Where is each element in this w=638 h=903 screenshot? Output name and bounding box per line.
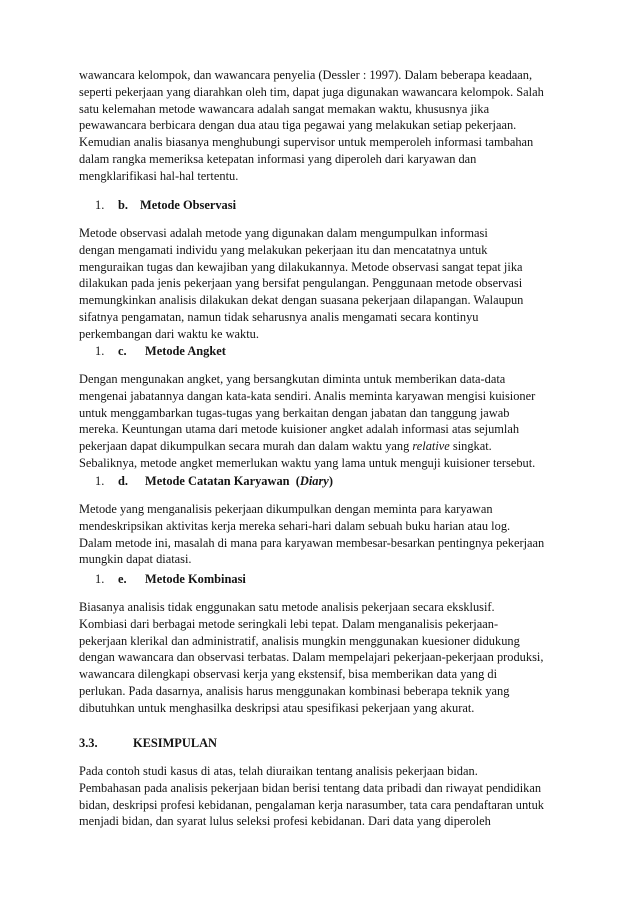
text-line: satu kelemahan metode wawancara adalah sangat memakan waktu, khususnya jika: [79, 101, 490, 116]
heading-number: 1.: [95, 572, 105, 586]
text-line: menjadi bidan, dan syarat lulus seleksi profesi kebidanan. Dari data yang diperoleh: [79, 814, 491, 829]
text-line: sifatnya pengamatan, namun tidak seharusnya analis mengamati secara kontinyu: [79, 309, 479, 324]
text-line: pewawancara berbicara dengan dua atau tiga pegawai yang melakukan setiap pekerjaan.: [79, 118, 517, 133]
text-line: Biasanya analisis tidak enggunakan satu metode analisis pekerjaan secara eksklusif.: [79, 600, 495, 614]
diary-paragraph: [79, 501, 579, 568]
kombinasi-paragraph: [79, 599, 579, 717]
text-line: wawancara kelompok, dan wawancara penyelia (Dessler : 1997). Dalam beberapa keadaan,: [79, 68, 533, 82]
text-line: wawancara dilengkapi observasi kerja yang ekstensif, bisa memberikan data yang di: [79, 667, 498, 682]
kesimpulan-paragraph: [79, 763, 579, 830]
text-line: seperti pekerjaan yang diarahkan oleh tim, dapat juga digunakan wawancara kelompok. Salah: [79, 84, 544, 99]
text-line: mungkin dapat diatasi.: [79, 552, 192, 567]
heading-title: Metode Kombinasi: [145, 572, 246, 586]
heading-title: Metode Observasi: [140, 198, 237, 212]
italic-word: relative: [412, 439, 450, 454]
paren-open: (: [295, 474, 300, 488]
text-line: mengklarifikasi hal-hal tertentu.: [79, 168, 239, 183]
heading-title: Metode Catatan Karyawan: [145, 474, 290, 488]
observasi-paragraph: [79, 225, 579, 343]
text-line: mereka. Keuntungan utama dari metode kuisioner angket adalah informasi atas sejumlah: [79, 422, 520, 437]
text-line: Metode yang menganalisis pekerjaan dikumpulkan dengan meminta para karyawan: [79, 502, 493, 516]
text-line: mendeskripsikan aktivitas kerja mereka sehari-hari dalam sebuah buku harian atau log.: [79, 518, 511, 533]
text-line: perkembangan dari waktu ke waktu.: [79, 326, 259, 341]
section-number: 3.3.: [79, 736, 98, 750]
text-line: mengenai jabatannya dangan kata-kata sendiri. Analis meminta karyawan mengisi kuisioner: [79, 388, 536, 403]
heading-letter: c.: [118, 344, 127, 358]
heading-title-group: [145, 473, 333, 490]
heading-letter: b.: [118, 198, 128, 212]
paren-close: ): [328, 474, 333, 488]
text-line: dalam rangka memeriksa ketepatan informasi yang diperoleh dari karyawan dan: [79, 151, 477, 166]
text-line: Metode observasi adalah metode yang digunakan dalam mengumpulkan informasi: [79, 226, 488, 240]
heading-number: 1.: [95, 198, 105, 212]
text-line: menguraikan tugas dan kewajiban yang dilakukannya. Metode observasi sangat tepat jika: [79, 259, 523, 274]
intro-paragraph: [79, 67, 579, 185]
text-line: bidan, deskripsi profesi kebidanan, pengalaman kerja narasumber, tata cara pendaftaran untuk: [79, 797, 544, 812]
text-line: untuk menggambarkan tugas-tugas yang berkaitan dengan jabatan dan tanggung jawab: [79, 405, 510, 420]
text-line: pekerjaan klerikal dan administratif, analisis mungkin menggunakan kuesioner didukung: [79, 633, 520, 648]
text-line: Sebaliknya, metode angket memerlukan waktu yang lama untuk menguji kuisioner tersebut.: [79, 455, 536, 470]
text-line: perlukan. Pada dasarnya, analisis harus menggunakan kombinasi beberapa teknik yang: [79, 683, 510, 698]
text-line: Pembahasan pada analisis pekerjaan bidan berisi tentang data pribadi dan riwayat pendidikan: [79, 780, 542, 795]
heading-letter: d.: [118, 474, 128, 488]
text-line: [79, 438, 579, 455]
text-line: dibutuhkan untuk menghasilka deskripsi atau spesifikasi pekerjaan yang akurat.: [79, 700, 475, 715]
text-line: Kombiasi dari berbagai metode seringkali lebi tepat. Dalam menganalisis pekerjaan-: [79, 616, 499, 631]
heading-title-italic: Diary: [299, 474, 329, 488]
heading-number: 1.: [95, 474, 105, 488]
text-line: dengan mengamati individu yang melakukan pekerjaan itu dan mencatatnya untuk: [79, 242, 488, 257]
text-line: Dengan mengunakan angket, yang bersangkutan diminta untuk memberikan data-data: [79, 372, 506, 386]
text-line: dilakukan pada jenis pekerjaan yang bersifat pengulangan. Penggunaan metode observasi: [79, 276, 523, 291]
heading-number: 1.: [95, 344, 105, 358]
text-line: Pada contoh studi kasus di atas, telah diuraikan tentang analisis pekerjaan bidan.: [79, 764, 478, 778]
text-span: pekerjaan dapat dikumpulkan secara murah dan dalam waktu yang: [79, 439, 413, 454]
text-line: memungkinkan analisis dilakukan dekat dengan suasana pekerjaan dilapangan. Walaupun: [79, 293, 524, 308]
text-line: dengan wawancara dan observasi terbatas. Dalam mempelajari pekerjaan-pekerjaan produksi,: [79, 650, 544, 665]
text-line: Dalam metode ini, masalah di mana para karyawan membesar-besarkan pentingnya pekerjaan: [79, 535, 545, 550]
angket-paragraph: [79, 371, 579, 472]
heading-title: Metode Angket: [145, 344, 226, 358]
text-line: Kemudian analis biasanya menghubungi supervisor untuk memperoleh informasi tambahan: [79, 135, 534, 150]
heading-letter: e.: [118, 572, 127, 586]
text-span: singkat.: [449, 439, 492, 454]
section-title: KESIMPULAN: [133, 736, 217, 750]
